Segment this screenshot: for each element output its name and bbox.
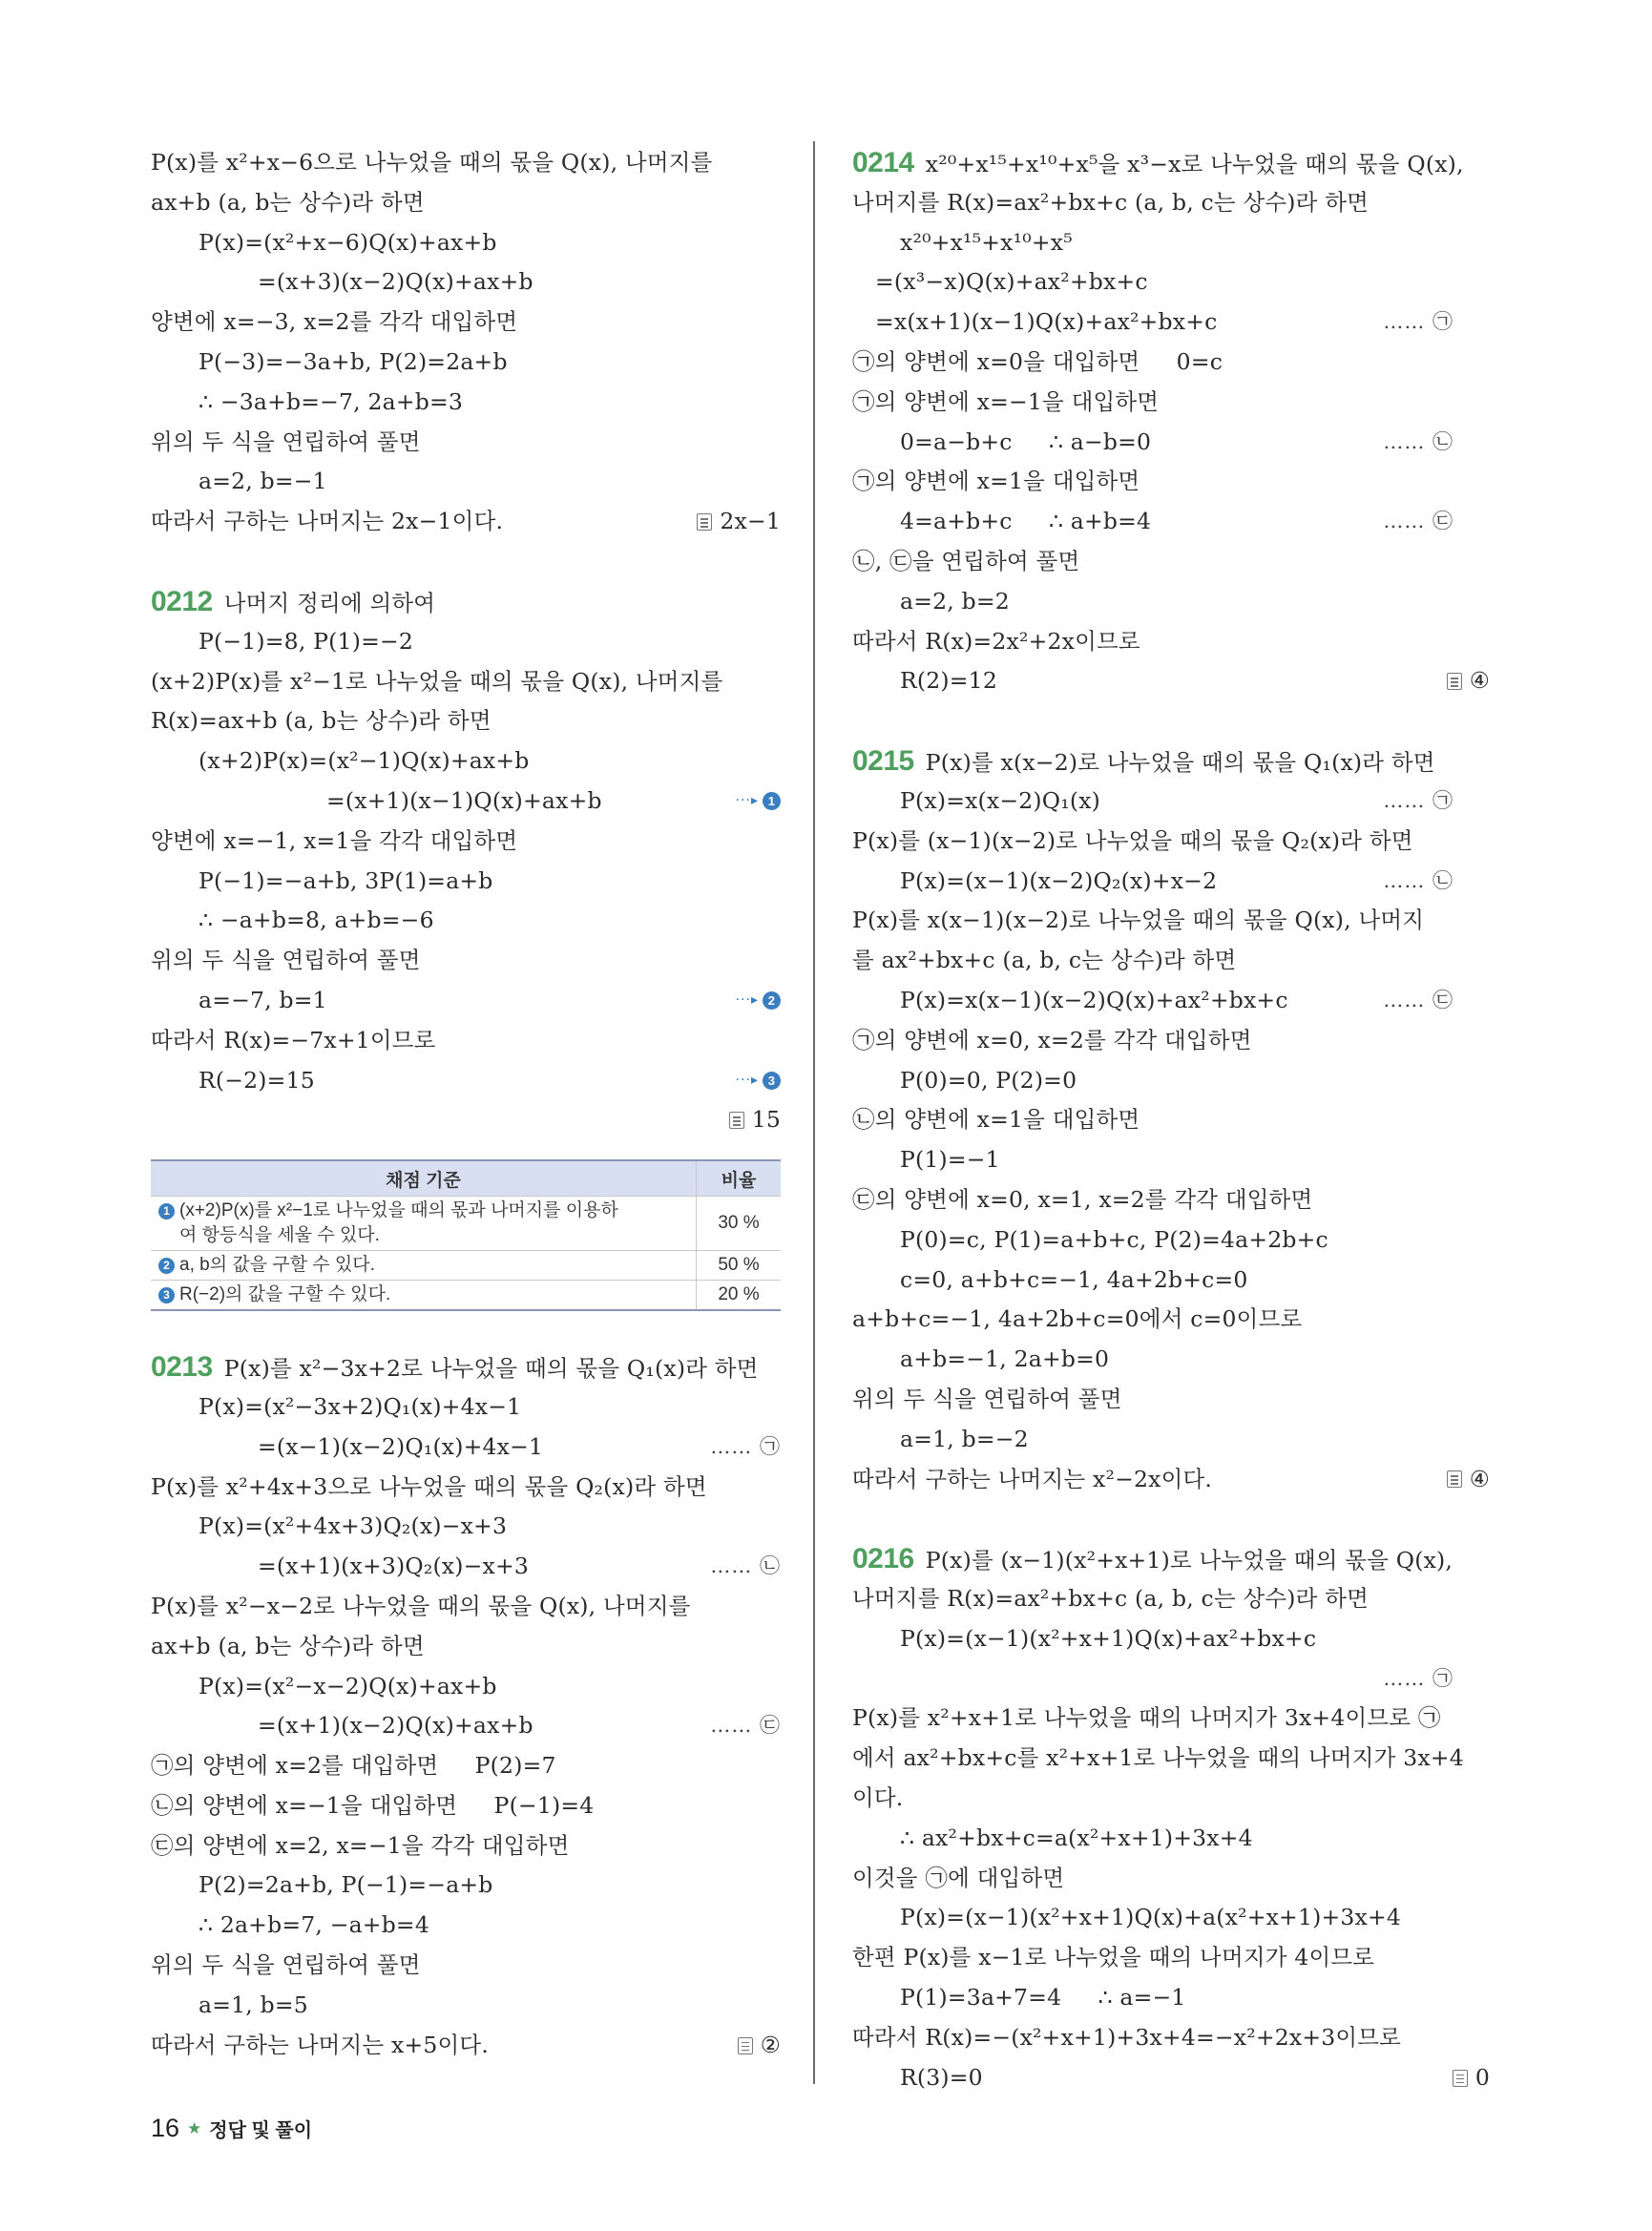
answer-mark bbox=[1453, 2058, 1490, 2098]
table-header-row bbox=[151, 1160, 781, 1197]
text-line: 위의 두 식을 연립하여 풀면 bbox=[852, 1385, 1122, 1412]
criteria-text: R(−2)의 값을 구할 수 있다. bbox=[179, 1284, 391, 1305]
equation-tag: …… ㉡ bbox=[710, 1554, 781, 1578]
answer-mark bbox=[738, 2026, 781, 2066]
equation-line: a=1, b=5 bbox=[199, 1991, 308, 2018]
answer-mark bbox=[1447, 1460, 1490, 1500]
equation-line: P(2)=2a+b, P(−1)=−a+b bbox=[199, 1871, 493, 1899]
table-header-criteria: 채점 기준 bbox=[151, 1160, 697, 1197]
equation-tag: …… ㉢ bbox=[710, 1714, 781, 1738]
table-row bbox=[151, 1251, 781, 1281]
solution-0214 bbox=[852, 143, 1490, 701]
equation-line: =(x+1)(x+3)Q₂(x)−x+3 bbox=[258, 1553, 530, 1580]
text-line: ㉢의 양변에 x=2, x=−1을 각각 대입하면 bbox=[151, 1831, 570, 1859]
answer-icon bbox=[729, 1112, 744, 1129]
equation-line: P(x)=(x−1)(x²+x+1)Q(x)+ax²+bx+c bbox=[900, 1624, 1317, 1652]
left-column bbox=[151, 143, 781, 2065]
equation-line: P(x)=(x²+4x+3)Q₂(x)−x+3 bbox=[199, 1512, 508, 1540]
table-row bbox=[151, 1281, 781, 1311]
text-line: P(x)를 x²−3x+2로 나누었을 때의 몫을 Q₁(x)라 하면 bbox=[223, 1355, 759, 1383]
equation-tag: …… ㉠ bbox=[710, 1434, 781, 1458]
text-line: 한편 P(x)를 x−1로 나누었을 때의 나머지가 4이므로 bbox=[852, 1944, 1375, 1971]
equation-line: P(−1)=−a+b, 3P(1)=a+b bbox=[199, 866, 493, 894]
equation-line: ∴ 2a+b=7, −a+b=4 bbox=[199, 1911, 429, 1939]
right-column bbox=[852, 143, 1490, 2097]
equation-line: P(x)=(x²−x−2)Q(x)+ax+b bbox=[199, 1672, 497, 1699]
conclusion-text: 따라서 구하는 나머지는 x+5이다. bbox=[151, 2031, 489, 2058]
solution-0213 bbox=[151, 1347, 781, 2065]
text-line: ㉡의 양변에 x=−1을 대입하면 P(−1)=4 bbox=[151, 1791, 595, 1819]
criteria-text: 여 항등식을 세울 수 있다. bbox=[179, 1225, 380, 1246]
equation-line: P(x)=x(x−2)Q₁(x) bbox=[900, 786, 1101, 814]
text-line: 양변에 x=−1, x=1을 각각 대입하면 bbox=[151, 826, 518, 854]
text-line: P(x)를 x(x−1)(x−2)로 나누었을 때의 몫을 Q(x), 나머지 bbox=[852, 907, 1425, 934]
equation-tag: …… ㉡ bbox=[1383, 868, 1453, 892]
solution-0216 bbox=[852, 1539, 1490, 2097]
conclusion-text: 따라서 구하는 나머지는 2x−1이다. bbox=[151, 508, 504, 535]
text-line: 이다. bbox=[852, 1784, 904, 1812]
text-line: 나머지를 R(x)=ax²+bx+c (a, b, c는 상수)라 하면 bbox=[852, 188, 1370, 216]
equation-line: =(x+1)(x−2)Q(x)+ax+b bbox=[258, 1712, 533, 1740]
text-line: ax+b (a, b는 상수)라 하면 bbox=[151, 1632, 425, 1659]
row-number-badge: 2 bbox=[158, 1258, 175, 1274]
text-line: R(x)=ax+b (a, b는 상수)라 하면 bbox=[151, 707, 491, 735]
text-line: 따라서 R(x)=−7x+1이므로 bbox=[151, 1026, 436, 1053]
text-line: 나머지 정리에 의하여 bbox=[223, 589, 436, 616]
equation-line: =x(x+1)(x−1)Q(x)+ax²+bx+c bbox=[875, 308, 1218, 336]
criteria-text: a, b의 값을 구할 수 있다. bbox=[179, 1255, 375, 1276]
text-line: P(x)를 (x−1)(x²+x+1)로 나누었을 때의 몫을 Q(x), bbox=[925, 1547, 1453, 1574]
equation-line: ∴ −a+b=8, a+b=−6 bbox=[199, 907, 434, 934]
answer-value: 15 bbox=[751, 1106, 781, 1134]
text-line: P(x)를 x²+4x+3으로 나누었을 때의 몫을 Q₂(x)라 하면 bbox=[151, 1472, 707, 1500]
equation-line: P(−1)=8, P(1)=−2 bbox=[199, 627, 414, 655]
equation-line: R(−2)=15 bbox=[199, 1066, 315, 1094]
text-line: ax+b (a, b는 상수)라 하면 bbox=[151, 188, 425, 216]
page-number: 16 bbox=[151, 2114, 180, 2142]
text-line: (x+2)P(x)를 x²−1로 나누었을 때의 몫을 Q(x), 나머지를 bbox=[151, 667, 723, 695]
text-line: 나머지를 R(x)=ax²+bx+c (a, b, c는 상수)라 하면 bbox=[852, 1585, 1370, 1613]
answer-value: ④ bbox=[1469, 1465, 1490, 1492]
text-line: 를 ax²+bx+c (a, b, c는 상수)라 하면 bbox=[852, 947, 1237, 974]
text-line: P(x)를 (x−1)(x−2)로 나누었을 때의 몫을 Q₂(x)라 하면 bbox=[852, 826, 1413, 854]
equation-line: P(x)=x(x−1)(x−2)Q(x)+ax²+bx+c bbox=[900, 986, 1288, 1013]
scoring-table bbox=[151, 1159, 781, 1311]
text-line: 에서 ax²+bx+c를 x²+x+1로 나누었을 때의 나머지가 3x+4 bbox=[852, 1744, 1464, 1772]
equation-line: 4=a+b+c ∴ a+b=4 bbox=[900, 508, 1152, 535]
text-line: 위의 두 식을 연립하여 풀면 bbox=[151, 427, 421, 455]
equation-line: a=2, b=2 bbox=[900, 587, 1010, 615]
problem-number: 0215 bbox=[852, 745, 914, 778]
ratio-cell: 50 % bbox=[697, 1251, 782, 1281]
answer-value: 2x−1 bbox=[720, 508, 781, 535]
problem-number: 0212 bbox=[151, 585, 213, 617]
text-line: x²⁰+x¹⁵+x¹⁰+x⁵을 x³−x로 나누었을 때의 몫을 Q(x), bbox=[925, 151, 1464, 177]
equation-line: P(0)=c, P(1)=a+b+c, P(2)=4a+2b+c bbox=[900, 1225, 1328, 1253]
step-marker-3: ···▸ 3 bbox=[736, 1061, 781, 1101]
ratio-cell: 30 % bbox=[697, 1197, 782, 1251]
equation-tag: …… ㉢ bbox=[1383, 510, 1453, 533]
equation-line: R(2)=12 bbox=[900, 667, 997, 695]
text-line: ㉠의 양변에 x=1을 대입하면 bbox=[852, 468, 1140, 495]
problem-number: 0213 bbox=[151, 1351, 213, 1384]
text-line: P(x)를 x(x−2)로 나누었을 때의 몫을 Q₁(x)라 하면 bbox=[925, 749, 1435, 777]
text-line bbox=[151, 502, 781, 542]
equation-line: P(x)=(x−1)(x²+x+1)Q(x)+a(x²+x+1)+3x+4 bbox=[900, 1904, 1402, 1931]
row-number-badge: 3 bbox=[158, 1287, 175, 1303]
footer-label: 정답 및 풀이 bbox=[209, 2120, 313, 2141]
equation-tag: …… ㉡ bbox=[1383, 429, 1453, 453]
text-line: 양변에 x=−3, x=2를 각각 대입하면 bbox=[151, 308, 518, 336]
equation-line: =(x+3)(x−2)Q(x)+ax+b bbox=[258, 268, 533, 296]
solution-0211-continued bbox=[151, 143, 781, 542]
equation-line: P(−3)=−3a+b, P(2)=2a+b bbox=[199, 347, 508, 375]
equation-line: (x+2)P(x)=(x²−1)Q(x)+ax+b bbox=[199, 747, 530, 775]
text-line: 위의 두 식을 연립하여 풀면 bbox=[151, 947, 421, 974]
equation-line: =(x−1)(x−2)Q₁(x)+4x−1 bbox=[258, 1432, 544, 1460]
row-number-badge: 1 bbox=[158, 1203, 175, 1220]
answer-mark bbox=[729, 1100, 781, 1140]
problem-number: 0216 bbox=[852, 1543, 914, 1575]
equation-line: R(3)=0 bbox=[900, 2063, 983, 2091]
equation-line: a=2, b=−1 bbox=[199, 468, 327, 495]
equation-tag: …… ㉠ bbox=[1383, 788, 1453, 812]
equation-line: P(1)=−1 bbox=[900, 1146, 1000, 1174]
equation-line: =(x+1)(x−1)Q(x)+ax+b bbox=[326, 786, 602, 814]
equation-tag: …… ㉠ bbox=[1383, 1666, 1453, 1690]
column-divider bbox=[813, 141, 815, 2084]
answer-icon bbox=[1447, 1470, 1462, 1488]
equation-line: a=−7, b=1 bbox=[199, 986, 327, 1013]
equation-tag: …… ㉠ bbox=[1383, 310, 1453, 334]
step-marker-2: ···▸ 2 bbox=[736, 981, 781, 1021]
text-line: 따라서 R(x)=2x²+2x이므로 bbox=[852, 627, 1140, 655]
text-line: ㉠의 양변에 x=0을 대입하면 0=c bbox=[852, 347, 1223, 375]
answer-value: ④ bbox=[1469, 667, 1490, 695]
equation-line: =(x³−x)Q(x)+ax²+bx+c bbox=[875, 268, 1148, 296]
answer-icon bbox=[697, 513, 712, 531]
equation-line: a+b=−1, 2a+b=0 bbox=[900, 1345, 1110, 1373]
equation-line: ∴ −3a+b=−7, 2a+b=3 bbox=[199, 387, 464, 415]
text-line: 이것을 ㉠에 대입하면 bbox=[852, 1864, 1065, 1891]
answer-icon bbox=[1453, 2070, 1468, 2087]
equation-line: P(x)=(x²+x−6)Q(x)+ax+b bbox=[199, 228, 497, 256]
equation-line: x²⁰+x¹⁵+x¹⁰+x⁵ bbox=[900, 228, 1073, 256]
criteria-text: (x+2)P(x)를 x²−1로 나누었을 때의 몫과 나머지를 이용하 bbox=[179, 1200, 618, 1221]
star-icon: ★ bbox=[187, 2118, 202, 2137]
answer-value: 0 bbox=[1474, 2063, 1490, 2091]
equation-line: 0=a−b+c ∴ a−b=0 bbox=[900, 427, 1152, 455]
equation-line: P(1)=3a+7=4 ∴ a=−1 bbox=[900, 1984, 1186, 2012]
answer-mark bbox=[697, 502, 781, 542]
equation-line: ∴ ax²+bx+c=a(x²+x+1)+3x+4 bbox=[900, 1824, 1253, 1851]
conclusion-text: 따라서 구하는 나머지는 x²−2x이다. bbox=[852, 1465, 1213, 1492]
equation-line: c=0, a+b+c=−1, 4a+2b+c=0 bbox=[900, 1265, 1248, 1293]
step-marker-1: ···▸ 1 bbox=[736, 782, 781, 822]
table-header-ratio: 비율 bbox=[697, 1160, 782, 1197]
text-line: 위의 두 식을 연립하여 풀면 bbox=[151, 1951, 421, 1979]
equation-tag: …… ㉢ bbox=[1383, 988, 1453, 1011]
answer-icon bbox=[1447, 673, 1462, 690]
text-line: ㉢의 양변에 x=0, x=1, x=2를 각각 대입하면 bbox=[852, 1185, 1313, 1213]
solution-0212 bbox=[151, 582, 781, 1311]
text-line: ㉠의 양변에 x=2를 대입하면 P(2)=7 bbox=[151, 1752, 556, 1780]
problem-number: 0214 bbox=[852, 147, 914, 178]
text-line: P(x)를 x²+x+1로 나누었을 때의 나머지가 3x+4이므로 ㉠ bbox=[852, 1704, 1441, 1732]
ratio-cell: 20 % bbox=[697, 1281, 782, 1311]
equation-line: P(x)=(x−1)(x−2)Q₂(x)+x−2 bbox=[900, 866, 1218, 894]
text-line: a+b+c=−1, 4a+2b+c=0에서 c=0이므로 bbox=[852, 1305, 1303, 1333]
text-line: P(x)를 x²+x−6으로 나누었을 때의 몫을 Q(x), 나머지를 bbox=[151, 149, 713, 176]
solution-0215 bbox=[852, 741, 1490, 1499]
answer-mark bbox=[1447, 661, 1490, 701]
text-line: ㉠의 양변에 x=−1을 대입하면 bbox=[852, 387, 1160, 415]
text-line: P(x)를 x²−x−2로 나누었을 때의 몫을 Q(x), 나머지를 bbox=[151, 1592, 691, 1619]
page-footer bbox=[151, 2114, 312, 2143]
table-row bbox=[151, 1197, 781, 1251]
equation-line: P(x)=(x²−3x+2)Q₁(x)+4x−1 bbox=[199, 1392, 522, 1420]
text-line: 따라서 R(x)=−(x²+x+1)+3x+4=−x²+2x+3이므로 bbox=[852, 2023, 1402, 2051]
text-line: ㉡, ㉢을 연립하여 풀면 bbox=[852, 547, 1080, 574]
equation-line: P(0)=0, P(2)=0 bbox=[900, 1066, 1077, 1094]
text-line: ㉡의 양변에 x=1을 대입하면 bbox=[852, 1106, 1140, 1134]
answer-value: ② bbox=[760, 2031, 781, 2058]
equation-line: a=1, b=−2 bbox=[900, 1425, 1029, 1452]
answer-icon bbox=[738, 2037, 753, 2054]
text-line: ㉠의 양변에 x=0, x=2를 각각 대입하면 bbox=[852, 1026, 1252, 1053]
